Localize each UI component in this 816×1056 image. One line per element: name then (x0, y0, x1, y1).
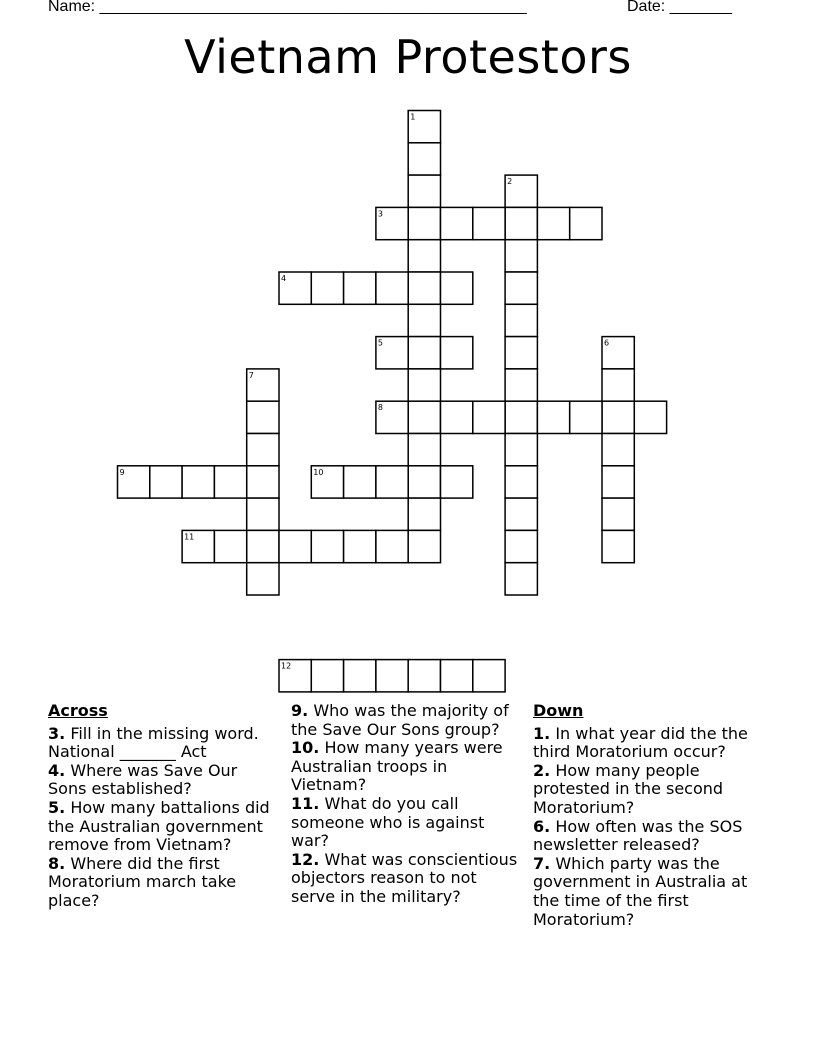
grid-cell[interactable] (408, 337, 440, 369)
cell-number: 6 (604, 338, 610, 348)
clue-number: 4. (48, 760, 66, 780)
grid-cell[interactable] (602, 530, 634, 562)
grid-cell[interactable] (408, 240, 440, 272)
grid-cell[interactable] (505, 530, 537, 562)
grid-cell[interactable] (247, 563, 279, 595)
grid-cell[interactable] (214, 530, 246, 562)
cell-number: 3 (377, 209, 383, 219)
cell-number: 1 (410, 112, 416, 122)
grid-cell[interactable] (408, 530, 440, 562)
clue-text: Where was Save Our Sons established? (48, 760, 238, 799)
grid-cell[interactable] (279, 530, 311, 562)
clue-text: Where did the first Moratorium march take place? (48, 853, 237, 910)
clue-down-7 (533, 855, 769, 929)
grid-cell[interactable] (408, 369, 440, 401)
clue-number: 3. (48, 723, 66, 743)
clue-text: How often was the SOS newsletter released? (533, 816, 743, 855)
grid-cell[interactable] (376, 660, 408, 692)
clue-down-2 (533, 762, 769, 818)
grid-cell[interactable] (602, 369, 634, 401)
down-clues-column (533, 702, 769, 929)
name-field-label: Name: ________________________________________________ (48, 0, 527, 15)
grid-cell[interactable] (441, 337, 473, 369)
cell-number: 4 (281, 274, 287, 283)
cell-number: 2 (507, 177, 513, 187)
grid-cell[interactable] (473, 401, 505, 433)
clue-text: Fill in the missing word. National _______ Act (48, 723, 259, 762)
grid-cell[interactable] (311, 530, 343, 562)
grid-cell[interactable] (505, 401, 537, 433)
grid-cell[interactable] (505, 337, 537, 369)
clue-text: What was conscientious objectors reason to not serve in the military? (291, 849, 518, 906)
clue-text: How many people protested in the second Moratorium? (533, 760, 724, 817)
grid-cell[interactable] (214, 466, 246, 498)
grid-cell[interactable] (505, 369, 537, 401)
across-clues-continued-column (291, 702, 519, 907)
grid-cell[interactable] (408, 401, 440, 433)
grid-cell[interactable] (247, 530, 279, 562)
cell-number: 12 (281, 661, 292, 671)
clue-number: 2. (533, 760, 551, 780)
cell-number: 8 (377, 403, 383, 413)
clue-across-4 (48, 762, 273, 799)
down-heading: Down (533, 701, 584, 720)
grid-cell[interactable] (408, 175, 440, 207)
grid-cell[interactable] (473, 660, 505, 692)
grid-cell[interactable] (247, 434, 279, 466)
clue-down-1 (533, 725, 769, 762)
grid-cell[interactable] (505, 272, 537, 304)
grid-cell[interactable] (537, 401, 569, 433)
cell-number: 11 (184, 532, 195, 542)
clue-number: 11. (291, 793, 320, 813)
grid-cell[interactable] (602, 434, 634, 466)
grid-cell[interactable] (441, 401, 473, 433)
grid-cell[interactable] (602, 466, 634, 498)
clue-text: What do you call someone who is against war? (291, 793, 485, 851)
grid-cell[interactable] (441, 660, 473, 692)
clue-number: 10. (291, 738, 320, 758)
grid-cell[interactable] (441, 466, 473, 498)
cell-number: 5 (377, 338, 383, 348)
clue-number: 9. (291, 701, 309, 720)
cell-number: 10 (313, 467, 324, 477)
grid-cell[interactable] (634, 401, 666, 433)
clue-down-6 (533, 818, 769, 855)
grid-cell[interactable] (537, 207, 569, 239)
clue-across-10 (291, 739, 519, 795)
clue-across-3 (48, 725, 273, 762)
clue-text: How many years were Australian troops in Vietnam? (291, 738, 503, 795)
grid-cell[interactable] (602, 401, 634, 433)
clue-across-5 (48, 799, 273, 855)
date-field-label: Date: _______ (627, 0, 732, 15)
grid-cell[interactable] (505, 563, 537, 595)
grid-cell[interactable] (376, 272, 408, 304)
grid-cell[interactable] (441, 272, 473, 304)
grid-cell[interactable] (408, 207, 440, 239)
clue-number: 12. (291, 849, 320, 869)
grid-cell[interactable] (408, 498, 440, 530)
clue-across-8 (48, 855, 273, 911)
clue-text: In what year did the the third Moratorium occur? (533, 723, 748, 762)
grid-cell[interactable] (602, 498, 634, 530)
page-title: Vietnam Protestors (184, 30, 632, 84)
clue-number: 1. (533, 723, 551, 743)
grid-cell[interactable] (247, 466, 279, 498)
grid-cell[interactable] (505, 304, 537, 336)
clue-number: 6. (533, 816, 551, 836)
grid-cell[interactable] (247, 498, 279, 530)
grid-cell[interactable] (344, 272, 376, 304)
grid-cell[interactable] (376, 466, 408, 498)
grid-cell[interactable] (344, 530, 376, 562)
cell-number: 9 (119, 467, 125, 477)
clue-across-11 (291, 795, 519, 851)
clue-number: 5. (48, 797, 66, 817)
clue-across-12 (291, 851, 519, 907)
clue-text: How many battalions did the Australian government remove from Vietnam? (48, 797, 270, 855)
clue-number: 7. (533, 853, 551, 873)
clue-across-9 (291, 702, 519, 739)
grid-cell[interactable] (311, 660, 343, 692)
grid-cell[interactable] (505, 498, 537, 530)
grid-cell[interactable] (473, 207, 505, 239)
grid-cell[interactable] (247, 401, 279, 433)
clue-text: Which party was the government in Australia at the time of the first Moratorium? (533, 853, 748, 929)
grid-cell[interactable] (505, 207, 537, 239)
grid-cell[interactable] (408, 660, 440, 692)
grid-cell[interactable] (408, 466, 440, 498)
grid-cell[interactable] (344, 466, 376, 498)
grid-cell[interactable] (570, 207, 602, 239)
clue-number: 8. (48, 853, 66, 873)
grid-cell[interactable] (408, 434, 440, 466)
across-heading: Across (48, 701, 108, 720)
grid-cell[interactable] (408, 304, 440, 336)
grid-cell[interactable] (311, 272, 343, 304)
grid-cell[interactable] (150, 466, 182, 498)
grid-cell[interactable] (505, 240, 537, 272)
grid-cell[interactable] (505, 434, 537, 466)
clue-text: Who was the majority of the Save Our Sons group? (291, 701, 509, 739)
cell-number: 7 (248, 370, 254, 380)
across-clues-column (48, 702, 273, 911)
grid-cell[interactable] (376, 530, 408, 562)
grid-cell[interactable] (344, 660, 376, 692)
grid-cell[interactable] (408, 143, 440, 175)
grid-cell[interactable] (570, 401, 602, 433)
grid-cell[interactable] (441, 207, 473, 239)
grid-cell[interactable] (182, 466, 214, 498)
grid-cell[interactable] (408, 272, 440, 304)
grid-cell[interactable] (505, 466, 537, 498)
